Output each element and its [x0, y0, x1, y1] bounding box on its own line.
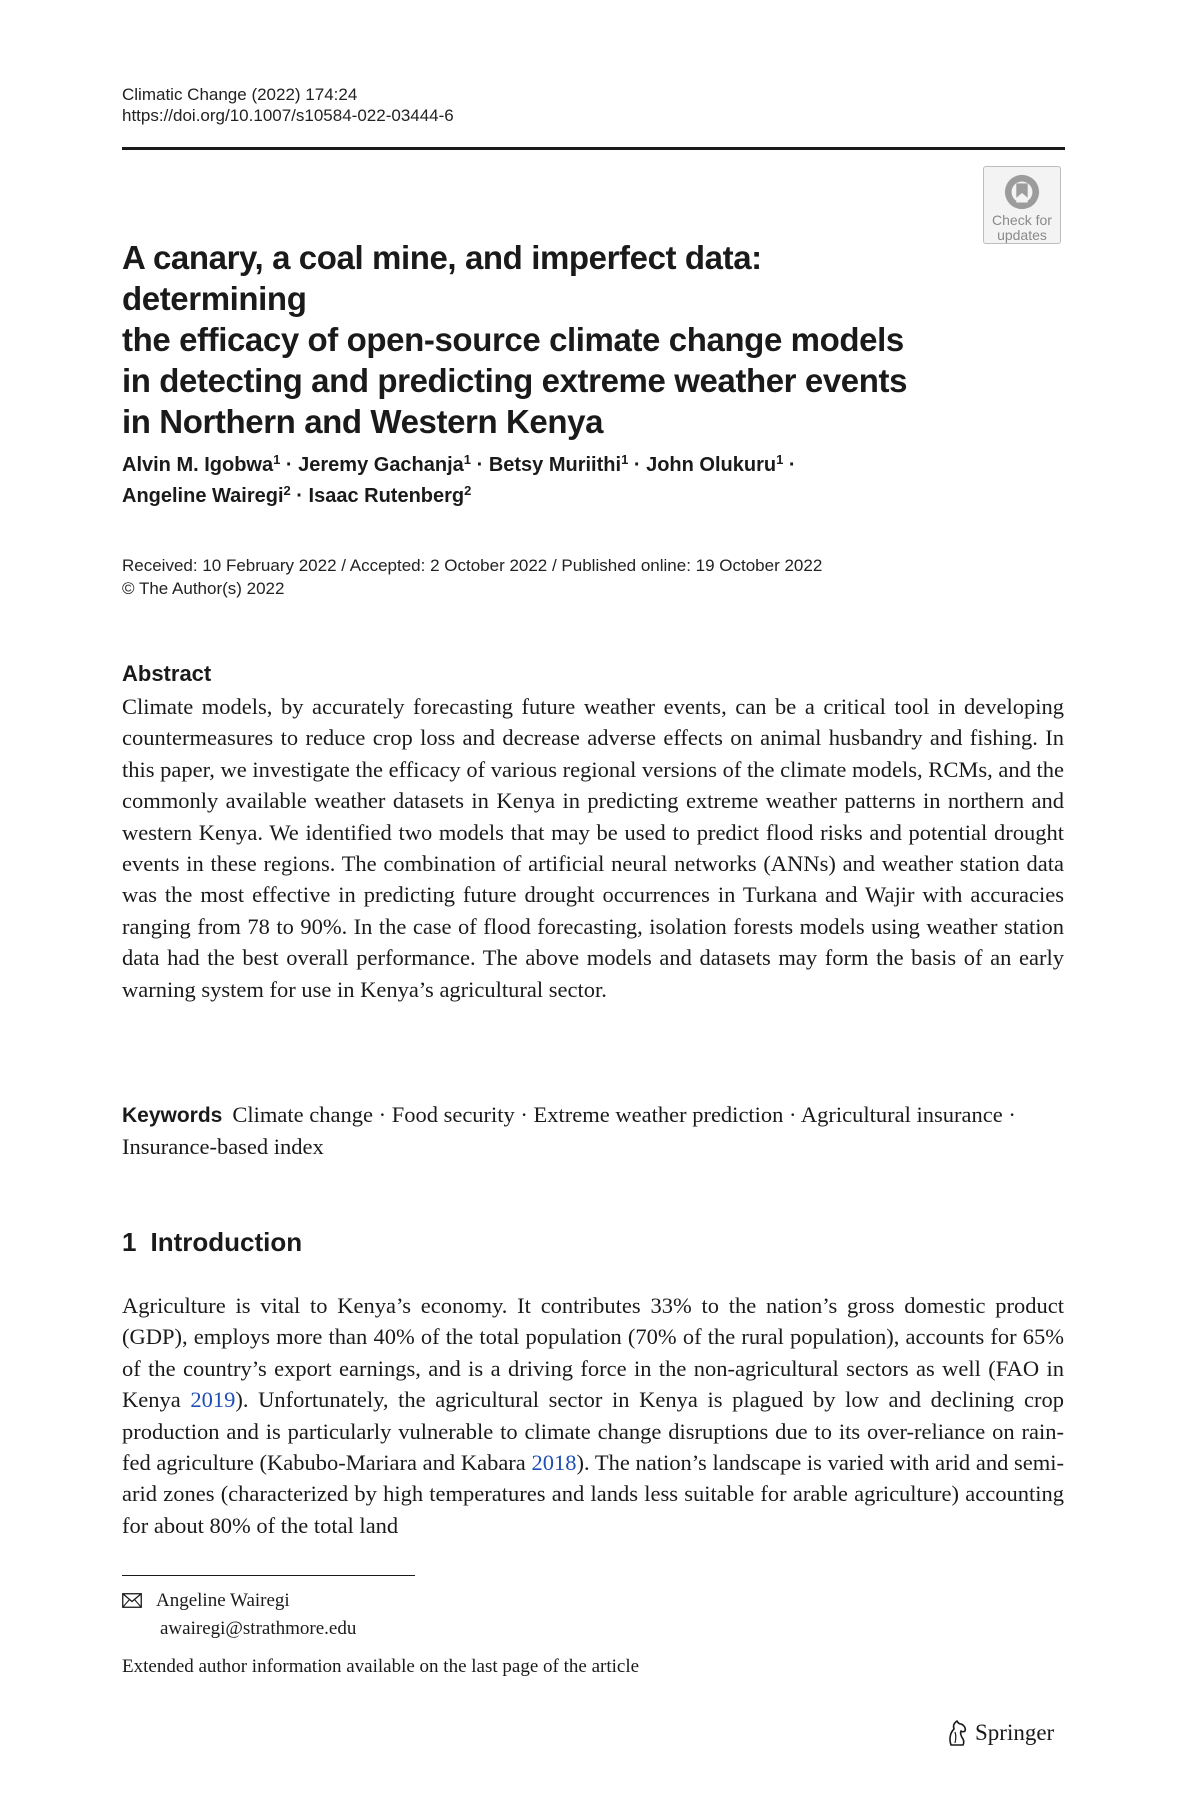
keywords-text: Climate change · Food security · Extreme weather prediction · Agricultural insurance · Insurance-based index — [122, 1102, 1016, 1160]
author-name[interactable]: Betsy Muriithi — [488, 454, 622, 476]
affiliation-marker: 1 — [776, 452, 784, 467]
author-name[interactable]: John Olukuru — [646, 454, 777, 476]
crossmark-icon — [1002, 173, 1042, 211]
affiliation-marker: 1 — [463, 452, 472, 467]
citation-link[interactable]: 2019 — [190, 1387, 236, 1413]
keywords-label: Keywords — [122, 1104, 223, 1127]
header-divider — [122, 147, 1065, 150]
introduction-heading — [122, 1226, 302, 1258]
citation-link[interactable]: 2018 — [531, 1450, 577, 1476]
author-name[interactable]: Alvin M. Igobwa — [122, 454, 274, 476]
affiliation-marker: 2 — [464, 483, 472, 498]
abstract-body: Climate models, by accurately forecasting future weather events, can be a critical tool in developing countermeasures to reduce crop loss and decrease adverse effects on animal husbandry and fishing. In this paper, we investigate the efficacy of various regional versions of the climate models, RCMs, and the commonly available weather datasets in Kenya in predicting extreme weather patterns in northern and western Kenya. We identified two models that may be used to predict flood risks and potential drought events in these regions. The combination of artificial neural networks (ANNs) and weather station data was the most effective in predicting future drought occurrences in Turkana and Wajir with accuracies ranging from 78 to 90%. In the case of flood forecasting, isolation forests models using weather station data had the best overall performance. The above models and datasets may form the basis of an early warning system for use in Kenya’s agricultural sector. — [122, 694, 1064, 1002]
extended-author-info: Extended author information available on the last page of the article — [122, 1656, 640, 1677]
affiliation-marker: 1 — [273, 452, 281, 467]
keywords — [122, 1099, 1064, 1163]
author-name[interactable]: Jeremy Gachanja — [298, 454, 464, 476]
dates-line: Received: 10 February 2022 / Accepted: 2 October 2022 / Published online: 19 October 2022 — [122, 556, 823, 575]
copyright-line: © The Author(s) 2022 — [122, 579, 285, 598]
title-line: the efficacy of open-source climate change models — [122, 321, 904, 358]
introduction-body: Agriculture is vital to Kenya’s economy. It contributes 33% to the nation’s gross domestic product (GDP), employs more than 40% of the total population (70% of the rural population), accounts for 65% of the country’s export earnings, and is a driving force in the non-agricultural sectors as well (FAO in Kenya 2019). Unfortunately, the agricultural sector in Kenya is plagued by low and declining crop production and is particularly vulnerable to climate change disruptions due to its over-reliance on rain-fed agriculture (Kabubo-Mariara and Kabara 2018). The nation’s landscape is varied with arid and semi-arid zones (characterized by high temperatures and lands less suitable for arable agriculture) accounting for about 80% of the total land — [122, 1293, 1064, 1538]
springer-horse-icon — [945, 1719, 969, 1747]
corresponding-author-email[interactable]: awairegi@strathmore.edu — [160, 1618, 357, 1639]
author-name[interactable]: Isaac Rutenberg — [308, 485, 465, 507]
corresponding-author-name: Angeline Wairegi — [156, 1590, 290, 1611]
affiliation-marker: 2 — [283, 483, 291, 498]
section-title: Introduction — [150, 1227, 303, 1257]
title-line: in detecting and predicting extreme weather events — [122, 362, 908, 399]
title-line: in Northern and Western Kenya — [122, 403, 604, 440]
publisher-name: Springer — [975, 1720, 1055, 1745]
journal-header — [122, 84, 454, 126]
paper-title — [122, 237, 942, 442]
check-for-updates-badge[interactable] — [983, 166, 1061, 244]
corresponding-author — [122, 1588, 356, 1642]
doi-link[interactable]: https://doi.org/10.1007/s10584-022-03444-6 — [122, 106, 454, 125]
footnote-divider — [122, 1575, 415, 1576]
title-line: A canary, a coal mine, and imperfect data: determining — [122, 239, 762, 317]
envelope-icon — [122, 1590, 156, 1616]
publication-dates — [122, 554, 822, 600]
check-updates-line1: Check for — [992, 212, 1052, 228]
check-updates-line2: updates — [997, 227, 1047, 243]
author-list: Alvin M. Igobwa$^1$ · Jeremy Gachanja$^1$ · Betsy Muriithi$^1$ · John Olukuru$^1$ · Angeline Wairegi$^2$ · Isaac Rutenberg$^2$ — [122, 452, 796, 507]
journal-citation: Climatic Change (2022) 174:24 — [122, 85, 358, 104]
affiliation-marker: 1 — [621, 452, 629, 467]
section-number: 1 — [122, 1227, 137, 1257]
abstract-heading: Abstract — [122, 661, 212, 686]
publisher-logo — [945, 1719, 1054, 1747]
author-name[interactable]: Angeline Wairegi — [122, 485, 284, 507]
